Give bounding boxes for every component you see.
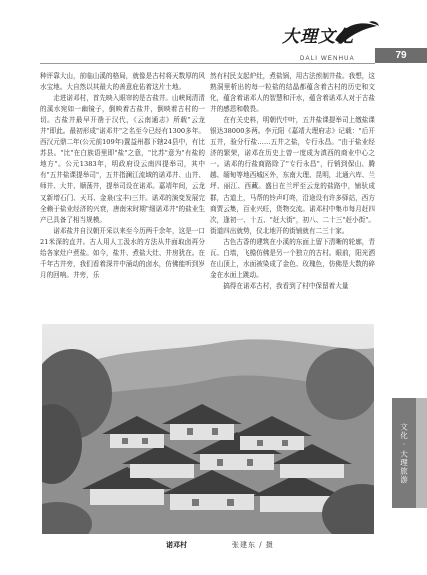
text-column-right [210, 71, 375, 292]
page-number: 79 [375, 48, 427, 63]
section-tab-strip [416, 398, 427, 508]
village-illustration [42, 324, 374, 534]
paragraph: 古色古香的建筑在小溪的东面上留下清晰的轮廓，青瓦、白墙，飞檐仿佛是另一个独立的古村。眼前，阳光洒在山顶上，水面被染成了金色、玫瑰色，仿佛是大数的碎金在水面上跳动。 [210, 237, 375, 279]
brand-title: 大理文化 [282, 27, 354, 47]
paragraph: 种评靠大山，前临山溪的格局，就像是古村将天数厚的风水宝地。大自然以其最大的善意庇佑着这片土地。 [40, 72, 205, 92]
header-rule [40, 63, 375, 64]
photo-credit: 张建东 / 摄 [232, 541, 274, 549]
paragraph: 诺邓盐井自汉朝开采以来至今历两千余年，这是一口21米深的直井。古人用人工汲水的方法从井面取卤再分给各家灶户煮盐。如今，盐井、煮盐大灶、井房犹在。在千年古井旁，我们看着深井中涌动的卤水，仿佛能听到岁月的回响。井旁，乐 [40, 226, 205, 279]
brand-subtitle: DALI WENHUA [300, 56, 355, 62]
paragraph: 走进诺邓村，首先映入眼帘的是古盐井。山峡间清清的溪水宛如一幽镜子，倒映着古盐井，倒映着古村的一切。古盐井最早开凿于汉代，《云南通志》所载"云龙井"即此。最初形成"诺邓井"之名至今已经有1300多年。西汉元鼎二年(公元前109年)置益州郡下辖24县中，有比苏县。"比"在白族语里即"盐"之意，"比苏"意为"有盐的地方"。公元1383年，明政府设云南四提举司，其中有"五井盐课提举司"，五井指澜江流域的诺邓井、山井、师井、大井、顺荡井，提举司设在诺邓。嘉靖年间，云龙又新增石门、天耳、金泉(宝丰)三井。诺邓的演变发展完全赖于盐业经济的兴衰，唐南宋时期"细诺邓井"的盐业生产已具备了相当规模。 [40, 94, 205, 224]
text-column-left [40, 71, 205, 281]
village-photo [42, 324, 374, 534]
paragraph: 在有关史料，明朝代中叶，五井盐课提举司上缴盐课银达38000多两。李元阳《嘉靖大理府志》记载："后开五井，验分行盐……五井之盐，专行永昌。"由于盐业经济的繁荣，诺邓在历史上曾一度成为滇西的商业中心之一。诺邓的行盐商路除了"专行永昌"，行销到保山、腾越、缅甸等地西城区外，东南大理、昆明，北通六库、兰坪、丽江、西藏。盛日在兰坪至云龙的盐路中，铺驮成群，古道上，马帮的铃声叮咚，沿途设有许多驿站，西方商贾云集，百业兴旺，货物交流。诺邓村中集市每月赶四次，逢初一、十五、"赶大街"，初八、二十三"赶小街"。街道四出就势，仪北地开的街铺就有二三十家。 [210, 116, 375, 235]
paragraph: 然有村民支起炉灶，煮盐锅，用古法煎制井盐。我想，这熟洞里析出的每一粒盐的结晶都蕴含着古村的历史和文化，蕴含着诺邓人的智慧和汗水，蕴含着诺邓人对于古盐井的感恩和敬畏。 [210, 72, 375, 114]
paragraph: 搞得在诺邓古村，我看到了村中保留着大量 [223, 281, 349, 290]
masthead [0, 0, 427, 66]
photo-caption: 诺邓村 [166, 542, 187, 549]
section-tab: 文化·大理旅游 [392, 398, 416, 508]
